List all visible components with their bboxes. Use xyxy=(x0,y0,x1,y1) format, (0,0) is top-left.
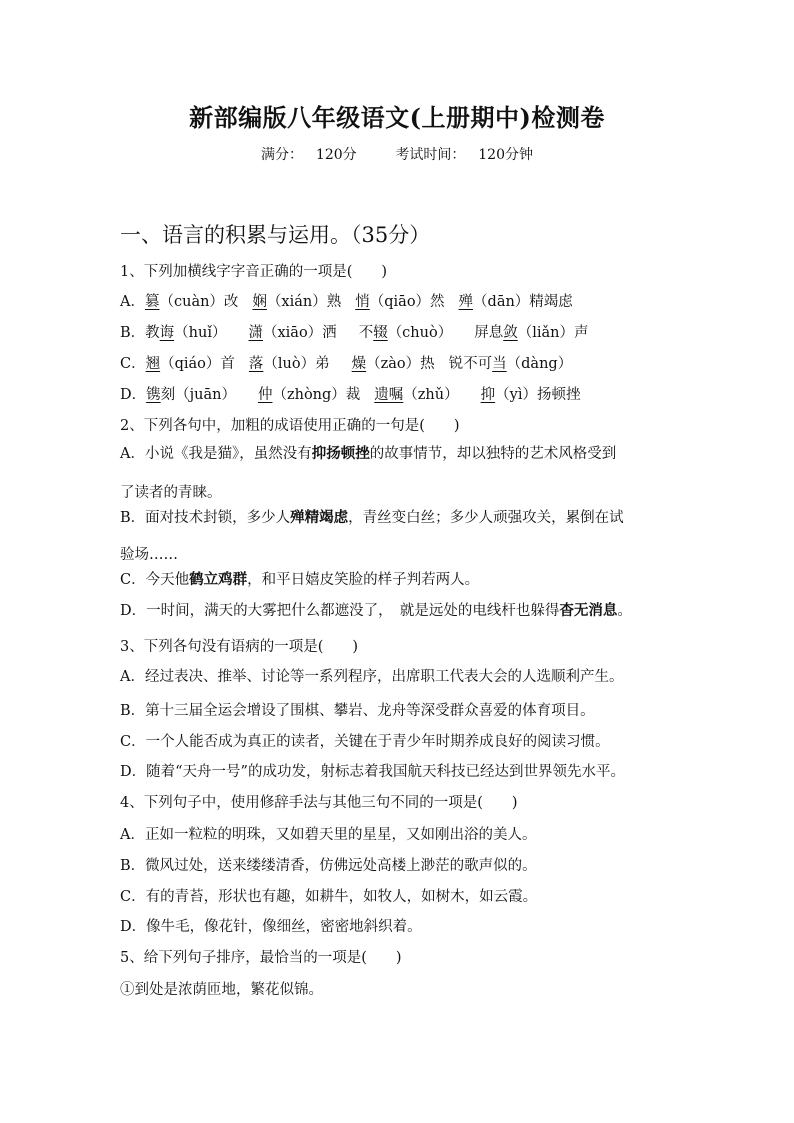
q3-option-c: C．一个人能否成为真正的读者，关键在于青少年时期养成良好的阅读习惯。 xyxy=(120,734,610,750)
q2-option-b-cont: 验场…… xyxy=(120,547,178,563)
page-title: 新部编版八年级语文(上册期中)检测卷 xyxy=(189,103,605,132)
q5-stem: 5、给下列句子排序，最恰当的一项是( ) xyxy=(120,950,402,966)
q1-option-a: A．篡（cuàn）改 娴（xián）熟 悄（qiāo）然 殚（dān）精竭虑 xyxy=(120,294,573,310)
q3-option-a: A．经过表决、推举、讨论等一系列程序，出席职工代表大会的人选顺利产生。 xyxy=(120,669,624,685)
q4-option-d: D．像牛毛，像花针，像细丝，密密地斜织着。 xyxy=(120,919,422,935)
q5-sentence-1: ①到处是浓荫匝地，繁花似锦。 xyxy=(120,982,323,998)
q1-option-c: C．翘（qiáo）首 落（luò）弟 燥（zào）热 锐不可当（dàng） xyxy=(120,356,573,372)
q1-stem: 1、下列加横线字字音正确的一项是( ) xyxy=(120,264,388,280)
q2-stem: 2、下列各句中，加粗的成语使用正确的一句是( ) xyxy=(120,418,460,434)
q1-option-d: D．镌刻（juān） 仲（zhòng）裁 遗嘱（zhǔ） 抑（yì）扬顿挫 xyxy=(120,387,581,403)
q2-option-d: D．一时间，满天的大雾把什么都遮没了， 就是远处的电线杆也躲得杳无消息。 xyxy=(120,602,632,619)
q4-option-b: B．微风过处，送来缕缕清香，仿佛远处高楼上渺茫的歌声似的。 xyxy=(120,858,537,874)
q3-option-b: B．第十三届全运会增设了围棋、攀岩、龙舟等深受群众喜爱的体育项目。 xyxy=(120,703,595,719)
q4-option-a: A．正如一粒粒的明珠，又如碧天里的星星，又如刚出浴的美人。 xyxy=(120,827,537,843)
q1-option-b: B．教诲（huǐ） 潇（xiāo）洒 不辍（chuò） 屏息敛（liǎn）声 xyxy=(120,325,589,341)
exam-meta xyxy=(0,144,794,164)
q2-option-b: B．面对技术封锁，多少人殚精竭虑，青丝变白丝；多少人顽强攻关，累倒在试 xyxy=(120,509,624,526)
score-value: 120分 xyxy=(315,147,357,163)
q3-stem: 3、下列各句没有语病的一项是( ) xyxy=(120,639,359,655)
time-label: 考试时间： xyxy=(395,147,466,163)
q4-stem: 4、下列句子中，使用修辞手法与其他三句不同的一项是( ) xyxy=(120,795,518,811)
section-1-heading: 一、语言的积累与运用。（35分） xyxy=(120,223,431,247)
q2-option-a: A．小说《我是猫》，虽然没有抑扬顿挫的故事情节，却以独特的艺术风格受到 xyxy=(120,445,617,462)
q2-option-c: C．今天他鹤立鸡群，和平日嬉皮笑脸的样子判若两人。 xyxy=(120,571,480,588)
q2-option-a-cont: 了读者的青睐。 xyxy=(120,485,222,501)
score-label: 满分： xyxy=(261,147,303,163)
time-value: 120分钟 xyxy=(478,147,533,163)
q4-option-c: C．有的青苔，形状也有趣，如耕牛，如牧人，如树木，如云霞。 xyxy=(120,889,538,905)
q3-option-d: D．随着“天舟一号”的成功发，射标志着我国航天科技已经达到世界领先水平。 xyxy=(120,764,625,780)
